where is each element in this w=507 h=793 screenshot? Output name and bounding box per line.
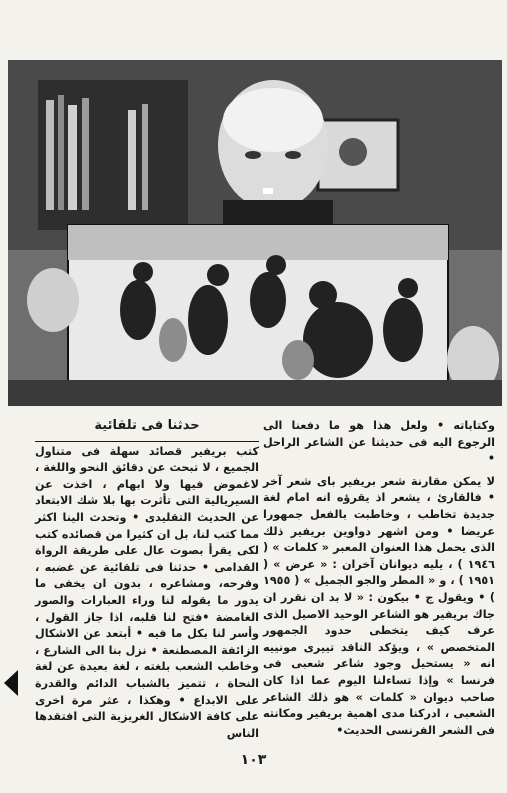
right-text-column <box>263 418 495 745</box>
section-heading: حدثنا فى تلقائية <box>35 418 259 442</box>
page-number: ١٠٣ <box>240 752 267 768</box>
photo-illustration <box>8 60 502 406</box>
paragraph: كتب بريفير قصائد سهلة فى متناول الجميع ، لا تبحث عن دقائق النحو واللغة ، لاغموض فيها ولا ابهام ، اخذت عن السيريالية التى تأثرت بها بلا شك الابتعاد عن الحديث التقليدى • وتحدث الينا اكثر مما كتب لنا، بل ان كثيرا من قصائده كتب لكى يقرأ بصوت عال على طريقة الرواة القدامى • حدثنا فى تلقائية عن غضبه ، وفرحه، ومشاعره ، بدون ان يخفى ما يدور ما يقوله لنا وراء العبارات والصور الغامضة •فتح لنا قلبه، اذا جاز القول ، وأسر لنا بكل ما فيه • أبتعد عن الاشكال الزائفة المصطنعة • نزل بنا الى الشارع ، وخاطب الشعب بلغته ، لغة بعيدة عن لغة النحاة ، تتميز بالشباب الدائم والقدرة على الابداع • وهكذا ، عثر مرة اخرى على كافة الاشكال الغريزية التى افتقدها الناس <box>35 444 259 740</box>
page-turn-arrow-icon <box>4 670 18 696</box>
paragraph: وكتاباته • ولعل هذا هو ما دفعنا الى الرجوع اليه فى حديثنا عن الشاعر الراحل • <box>263 419 495 466</box>
photograph-poet-holding-painting <box>8 60 502 406</box>
left-text-column <box>35 418 259 748</box>
paragraph: لا يمكن مقارنة شعر بريفير باى شعر آخر • فالقارئ ، يشعر اذ يقرؤه انه امام لغة جديدة تخاطب ، وخاطبت بالفعل جمهورا عريضا • ومن اشهر دواوين بريفير ذلك الذى يحمل هذا العنوان المعبر « كلمات » ( ١٩٤٦ ) ، يليه ديوانان آخران : « عرض » ( ١٩٥١ ) ، و « المطر والجو الجميل » ( ١٩٥٥ ) • ويقول ج • بيكون : « لا بد ان نقرر ان جاك بريفير هو الشاعر الوحيد الاصيل الذى عرف كيف يتخطى حدود الجمهور المتخصص » ، ويؤكد الناقد تييرى مونييه انه « يستحيل وجود شاعر شعبى فى فرنسا » وإذا تساءلنا اليوم عما اذا كان صاحب ديوان « كلمات » هو ذلك الشاعر الشعبى ، ادركنا مدى اهمية بريفير ومكانته فى الشعر الفرنسى الحديث• <box>263 474 495 737</box>
